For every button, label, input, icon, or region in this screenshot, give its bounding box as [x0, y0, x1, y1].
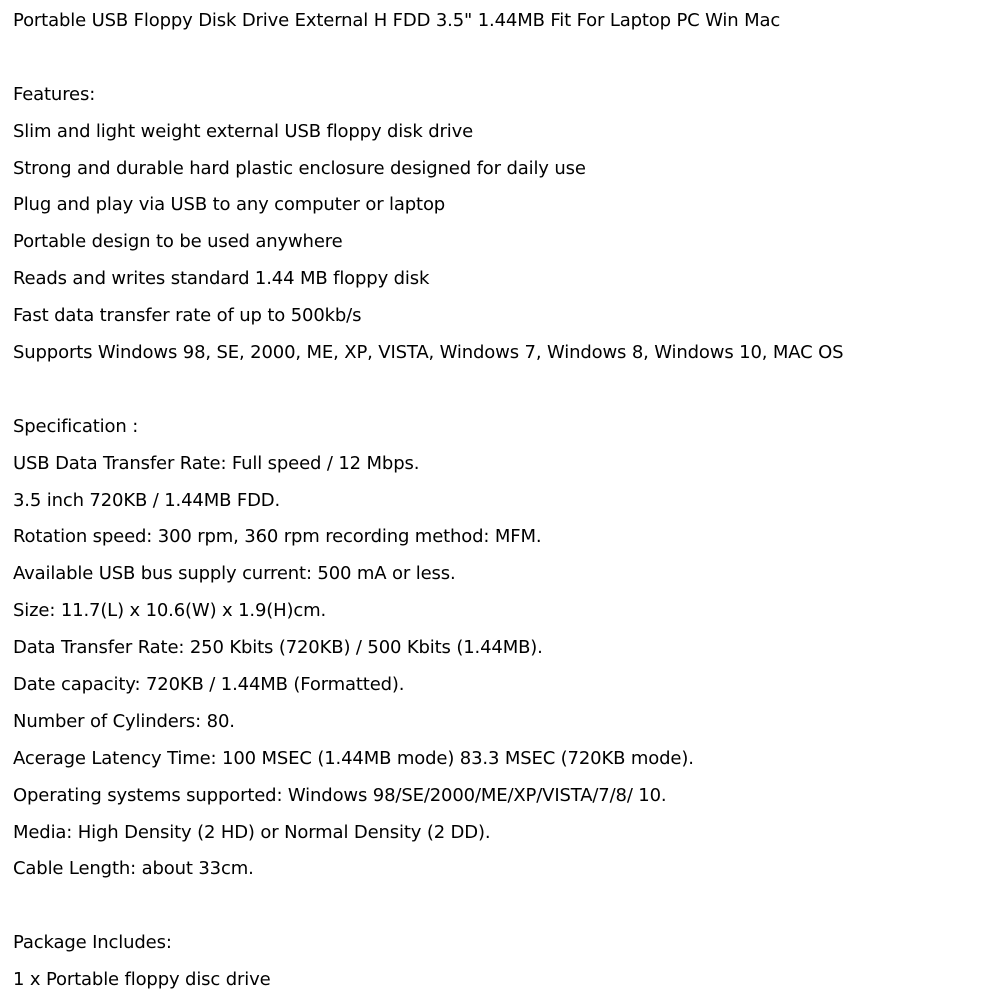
spec-item: Number of Cylinders: 80.: [13, 710, 235, 732]
product-description: [13, 3, 993, 999]
package-item: 1 x Portable floppy disc drive: [13, 969, 271, 991]
spacer: [13, 40, 993, 77]
spacer: [13, 372, 993, 409]
feature-item: Supports Windows 98, SE, 2000, ME, XP, VISTA, Windows 7, Windows 8, Windows 10, MAC OS: [13, 342, 844, 364]
feature-item: Slim and light weight external USB floppy disk drive: [13, 120, 474, 142]
spec-item: Operating systems supported: Windows 98/SE/2000/ME/XP/VISTA/7/8/ 10.: [13, 784, 667, 806]
spec-item: Acerage Latency Time: 100 MSEC (1.44MB mode) 83.3 MSEC (720KB mode).: [13, 747, 694, 769]
spec-item: Available USB bus supply current: 500 mA or less.: [13, 563, 456, 585]
feature-item: Plug and play via USB to any computer or laptop: [13, 194, 446, 216]
spec-item: Data Transfer Rate: 250 Kbits (720KB) / 500 Kbits (1.44MB).: [13, 637, 543, 659]
feature-item: Fast data transfer rate of up to 500kb/s: [13, 305, 362, 327]
product-title: Portable USB Floppy Disk Drive External H FDD 3.5" 1.44MB Fit For Laptop PC Win Mac: [13, 10, 781, 31]
spec-item: Rotation speed: 300 rpm, 360 rpm recording method: MFM.: [13, 526, 542, 548]
feature-item: Strong and durable hard plastic enclosure designed for daily use: [13, 157, 586, 179]
feature-item: Reads and writes standard 1.44 MB floppy disk: [13, 268, 430, 290]
feature-item: Portable design to be used anywhere: [13, 231, 343, 253]
spec-item: Media: High Density (2 HD) or Normal Density (2 DD).: [13, 821, 491, 843]
features-heading: Features:: [13, 83, 96, 105]
spec-item: USB Data Transfer Rate: Full speed / 12 Mbps.: [13, 452, 420, 474]
spec-item: Size: 11.7(L) x 10.6(W) x 1.9(H)cm.: [13, 600, 327, 622]
package-heading: Package Includes:: [13, 932, 172, 954]
spacer: [13, 888, 993, 925]
spec-item: Cable Length: about 33cm.: [13, 858, 254, 880]
spec-item: Date capacity: 720KB / 1.44MB (Formatted).: [13, 674, 405, 696]
spec-item: 3.5 inch 720KB / 1.44MB FDD.: [13, 489, 281, 511]
specification-heading: Specification :: [13, 415, 139, 437]
